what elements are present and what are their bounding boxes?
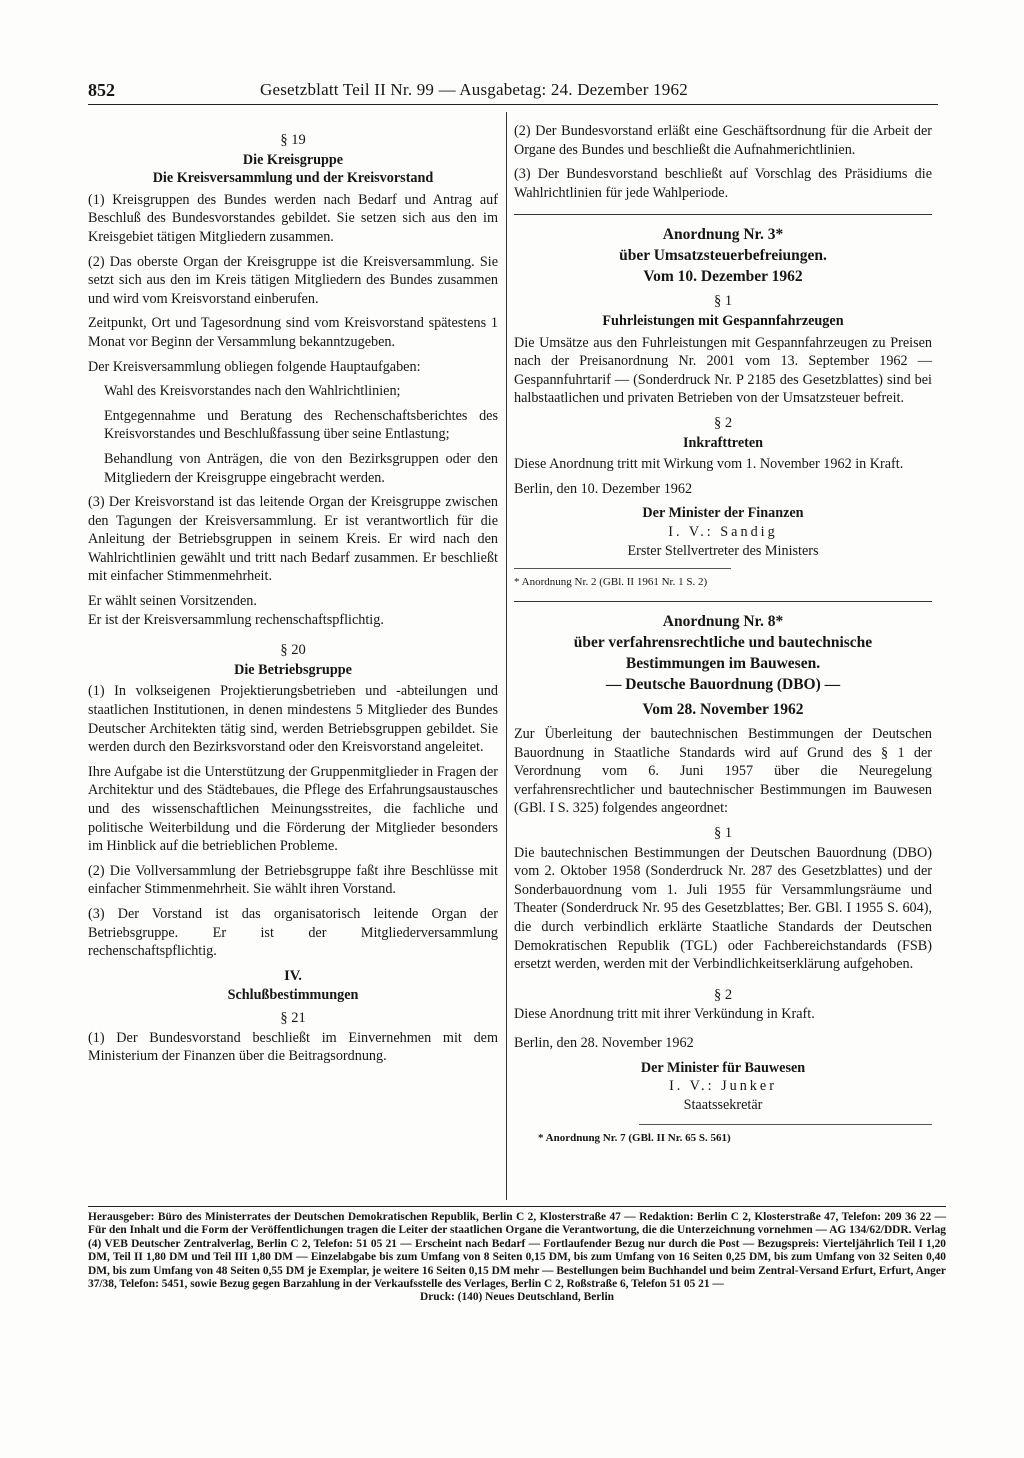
paragraph: Er ist der Kreisversammlung rechenschaftspflichtig. <box>88 611 384 628</box>
paragraph: Zur Überleitung der bautechnischen Bestimmungen der Deutschen Bauordnung in Staatliche Standards wird auf Grund des § 1 der Verordnung vom 6. Juni 1957 über die Neuregelung verfahrensrechtlicher und bautechnischer Bestimmungen im Bauwesen (GBl. I S. 325) folgendes angeordnet: <box>514 726 932 817</box>
section-2-title: Inkrafttreten <box>682 434 764 451</box>
footnote-rule <box>514 568 731 569</box>
section-1-number: § 1 <box>713 293 733 310</box>
ordinance-8-short-title: — Deutsche Bauordnung (DBO) — <box>605 676 841 694</box>
page-number: 852 <box>88 80 115 100</box>
paragraph: (3) Der Vorstand ist das organisatorisch leitende Organ der Betriebsgruppe. Er ist der Mitgliederversammlung rechenschaftspflichtig. <box>88 905 498 960</box>
paragraph: Der Kreisversammlung obliegen folgende Hauptaufgaben: <box>88 358 421 375</box>
paragraph: Er wählt seinen Vorsitzenden. <box>88 593 257 610</box>
paragraph: (2) Die Vollversammlung der Betriebsgruppe faßt ihre Beschlüsse mit einfacher Stimmenmehrheit. Sie wählt ihren Vorstand. <box>88 862 498 898</box>
running-head: Gesetzblatt Teil II Nr. 99 — Ausgabetag: 24. Dezember 1962 <box>260 80 688 99</box>
part-4-title: Schlußbestimmungen <box>227 987 359 1004</box>
place-date: Berlin, den 10. Dezember 1962 <box>514 480 693 497</box>
paragraph: Zeitpunkt, Ort und Tagesordnung sind vom Kreisvorstand spätestens 1 Monat vor Beginn der Versammlung bekanntzugeben. <box>88 315 498 350</box>
ordinance-8-subject: über verfahrensrechtliche und bautechnische <box>573 634 873 652</box>
paragraph: (1) Kreisgruppen des Bundes werden nach Bedarf und Antrag auf Beschluß des Bundesvorstandes gebildet. Sie setzen sich aus den im Kreisgebiet tätigen Mitgliedern zusammen. <box>88 191 498 245</box>
task-item: Entgegennahme und Beratung des Rechenschaftsberichtes des Kreisvorstandes und Beschlußfassung über seine Entlastung; <box>104 407 498 443</box>
paragraph: Diese Anordnung tritt mit ihrer Verkündung in Kraft. <box>514 1006 815 1023</box>
paragraph: (1) In volkseigenen Projektierungsbetrieben und -abteilungen und staatlichen Institutionen, in denen mindestens 5 Mitglieder des Bundes Deutscher Architekten tätig sind, werden Betriebsgruppen gebildet. Sie werden durch den Bezirksvorstand oder den Kreisvorstand angeleitet. <box>88 683 498 756</box>
signatory-office: Der Minister der Finanzen <box>642 505 804 522</box>
paragraph: (1) Der Bundesvorstand beschließt im Einvernehmen mit dem Ministerium der Finanzen über die Beitragsordnung. <box>88 1029 498 1065</box>
paragraph: Ihre Aufgabe ist die Unterstützung der Gruppenmitglieder in Fragen der Architektur und des Städtebaues, die Pflege des Erfahrungsaustausches und des wissenschaftlichen Meinungsstreites, die fachliche und politische Weiterbildung und die Förderung der Mitglieder besonders im Hinblick auf die betrieblichen Probleme. <box>88 763 498 855</box>
paragraph: Die Umsätze aus den Fuhrleistungen mit Gespannfahrzeugen zu Preisen nach der Preisanordnung Nr. 2001 vom 13. September 1962 — Gespannfuhrtarif — (Sonderdruck Nr. P 2185 des Gesetzblattes) sind bei halbstaatlichen und privaten Betrieben von der Umsatzsteuer befreit. <box>514 334 932 407</box>
page-header <box>88 78 938 105</box>
section-2-number: § 2 <box>713 414 733 431</box>
ordinance-3-subject: über Umsatzsteuerbefreiungen. <box>619 247 827 265</box>
place-date: Berlin, den 28. November 1962 <box>514 1035 694 1051</box>
signatory-office: Der Minister für Bauwesen <box>640 1059 806 1076</box>
column-divider <box>506 112 507 1200</box>
signatory-role: Staatssekretär <box>683 1096 763 1113</box>
separator-rule <box>514 601 932 602</box>
task-item: Wahl des Kreisvorstandes nach den Wahlrichtlinien; <box>104 383 401 400</box>
section-1-number: § 1 <box>713 825 733 842</box>
section-20-title: Die Betriebsgruppe <box>234 661 352 678</box>
section-19-number: § 19 <box>280 132 306 148</box>
ordinance-8-title: Anordnung Nr. 8* <box>662 613 784 631</box>
paragraph: (2) Der Bundesvorstand erläßt eine Geschäftsordnung für die Arbeit der Organe des Bundes und beschließt die Aufnahmerichtlinien. <box>514 123 932 158</box>
signatory-name: I. V.: Junker <box>669 1078 777 1095</box>
paragraph: (3) Der Kreisvorstand ist das leitende Organ der Kreisgruppe zwischen den Tagungen der Kreisversammlung. Er ist verantwortlich für die Anleitung der Betriebsgruppen in seinem Kreis. Er wird nach den Wahlrichtlinien gewählt und tritt nach Bedarf zusammen. Er beschließt mit einfacher Stimmenmehrheit. <box>88 494 498 585</box>
signatory-role: Erster Stellvertreter des Ministers <box>627 542 819 559</box>
imprint <box>88 1206 946 1305</box>
ordinance-8-date: Vom 28. November 1962 <box>642 701 804 719</box>
task-item: Behandlung von Anträgen, die von den Bezirksgruppen oder den Mitgliedern der Kreisgruppe eingebracht werden. <box>104 450 498 486</box>
separator-rule <box>514 214 932 215</box>
section-21-number: § 21 <box>280 1009 306 1026</box>
ordinance-3-date: Vom 10. Dezember 1962 <box>643 268 803 286</box>
ordinance-3-title: Anordnung Nr. 3* <box>662 226 784 244</box>
paragraph: (2) Das oberste Organ der Kreisgruppe ist die Kreisversammlung. Sie setzt sich aus den im Kreis tätigen Mitgliedern des Bundes zusammen und wird vom Kreisvorstand einberufen. <box>88 253 498 307</box>
section-2-number: § 2 <box>713 986 733 1003</box>
section-19-subtitle: Die Kreisversammlung und der Kreisvorstand <box>152 170 434 187</box>
section-1-title: Fuhrleistungen mit Gespannfahrzeugen <box>602 312 844 329</box>
footnote: * Anordnung Nr. 7 (GBl. II Nr. 65 S. 561) <box>538 1132 731 1145</box>
right-column <box>514 122 932 1145</box>
left-column <box>88 127 498 1072</box>
paragraph: Die bautechnischen Bestimmungen der Deutschen Bauordnung (DBO) vom 2. Oktober 1958 (Sonderdruck Nr. 287 des Gesetzblattes) und der Sonderbauordnung vom 1. Juli 1955 für Versammlungsräume und Theater (Sonderdruck Nr. 95 des Gesetzblattes; Ber. GBl. I 1955 S. 604), die durch verbindlich erklärte Staatliche Standards der Deutschen Demokratischen Republik (TGL) oder Fachbereichstandards (FSB) ersetzt werden, werden mit der Verbindlichkeitserklärung aufgehoben. <box>514 844 932 973</box>
paragraph: (3) Der Bundesvorstand beschließt auf Vorschlag des Präsidiums die Wahlrichtlinien für jede Wahlperiode. <box>514 166 932 201</box>
section-19-title: Die Kreisgruppe <box>242 151 344 168</box>
signatory-name: I. V.: Sandig <box>668 523 778 540</box>
footnote: * Anordnung Nr. 2 (GBl. II 1961 Nr. 1 S. 2) <box>514 576 708 589</box>
imprint-text: Herausgeber: Büro des Ministerrates der Deutschen Demokratischen Republik, Berlin C 2, Klosterstraße 47 — Redaktion: Berlin C 2, Klosterstraße 47, Telefon: 209 36 22 — Für den Inhalt und die Form der Veröffentlichungen tragen die Leiter der staatlichen Organe die Verantwortung, die die Unterzeichnung vornehmen — AG 134/62/DDR. Verlag (4) VEB Deutscher Zentralverlag, Berlin C 2, Telefon: 51 05 21 — Erscheint nach Bedarf — Fortlaufender Bezug nur durch die Post — Bezugspreis: Vierteljährlich Teil I 1,20 DM, Teil II 1,80 DM und Teil III 1,80 DM — Einzelabgabe bis zum Umfang von 8 Seiten 0,15 DM, bis zum Umfang von 16 Seiten 0,25 DM, bis zum Umfang von 32 Seiten 0,40 DM, bis zum Umfang von 48 Seiten 0,55 DM je Exemplar, je weitere 16 Seiten 0,15 DM mehr — Bestellungen beim Buchhandel und beim Zentral-Versand Erfurt, Erfurt, Anger 37/38, Telefon: 5451, sowie Bezug gegen Barzahlung in der Verkaufsstelle des Verlages, Berlin C 2, Roßstraße 6, Telefon 51 05 21 — <box>88 1211 946 1291</box>
ordinance-8-subject-cont: Bestimmungen im Bauwesen. <box>625 655 821 673</box>
part-4-number: IV. <box>284 967 302 984</box>
paragraph: Diese Anordnung tritt mit Wirkung vom 1. November 1962 in Kraft. <box>514 456 904 473</box>
section-20-number: § 20 <box>280 642 306 659</box>
footnote-rule <box>639 1124 932 1125</box>
imprint-printer: Druck: (140) Neues Deutschland, Berlin <box>420 1291 614 1304</box>
